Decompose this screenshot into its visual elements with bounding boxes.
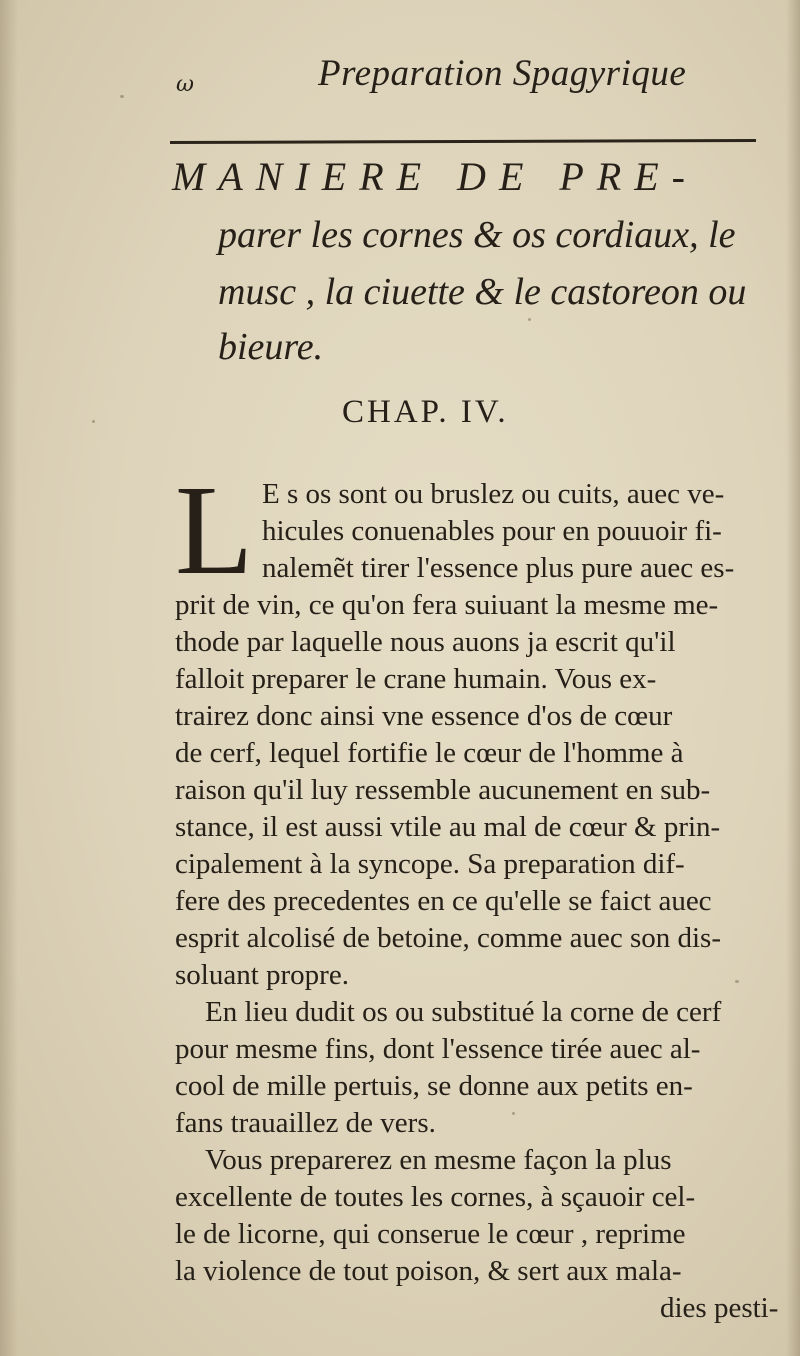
body-line-13: esprit alcolisé de betoine, comme auec son dis- — [175, 922, 721, 954]
body-line-21: le de licorne, qui conserue le cœur , reprime — [175, 1218, 686, 1250]
body-line-12: fere des precedentes en ce qu'elle se faict auec — [175, 885, 712, 917]
section-title-line-4: bieure. — [218, 326, 324, 368]
body-line-7: trairez donc ainsi vne essence d'os de cœur — [175, 700, 673, 732]
body-line-22: la violence de tout poison, & sert aux mala- — [175, 1255, 682, 1287]
body-line-3: nalemẽt tirer l'essence plus pure auec es- — [262, 552, 735, 584]
paper-speck — [92, 420, 95, 423]
section-title-line-3: musc , la ciuette & le castoreon ou — [218, 271, 747, 313]
body-line-17: cool de mille pertuis, se donne aux petits en- — [175, 1070, 693, 1102]
header-rule — [170, 139, 756, 144]
page-gutter-shadow — [0, 0, 18, 1356]
body-line-6: falloit preparer le crane humain. Vous ex- — [175, 663, 657, 695]
paper-speck — [512, 1112, 515, 1115]
paper-speck — [120, 95, 124, 98]
section-title-line-1: MANIERE DE PRE- — [172, 154, 698, 199]
body-line-5: thode par laquelle nous auons ja escrit qu'il — [175, 626, 676, 658]
body-line-18: fans trauaillez de vers. — [175, 1107, 436, 1139]
body-line-1: E s os sont ou bruslez ou cuits, auec ve- — [262, 478, 725, 510]
body-line-14: soluant propre. — [175, 959, 349, 991]
paper-speck — [528, 318, 531, 321]
running-head: Preparation Spagyrique — [318, 53, 687, 94]
body-line-19: Vous preparerez en mesme façon la plus — [205, 1144, 672, 1176]
body-line-20: excellente de toutes les cornes, à sçauoir cel- — [175, 1181, 696, 1213]
catchword: dies pesti- — [660, 1292, 779, 1324]
page-edge-shadow — [786, 0, 800, 1356]
body-line-16: pour mesme fins, dont l'essence tirée auec al- — [175, 1033, 701, 1065]
body-line-8: de cerf, lequel fortifie le cœur de l'homme à — [175, 737, 684, 769]
body-line-10: stance, il est aussi vtile au mal de cœur & prin- — [175, 811, 721, 843]
paper-speck — [735, 980, 739, 983]
page-number: ω — [176, 72, 194, 97]
body-line-11: cipalement à la syncope. Sa preparation dif- — [175, 848, 685, 880]
chapter-heading: CHAP. IV. — [342, 394, 509, 430]
body-line-15: En lieu dudit os ou substitué la corne de cerf — [205, 996, 722, 1028]
drop-cap-letter: L — [175, 459, 254, 601]
body-line-9: raison qu'il luy ressemble aucunement en sub- — [175, 774, 711, 806]
section-title-line-2: parer les cornes & os cordiaux, le — [218, 214, 736, 256]
body-line-2: hicules conuenables pour en pouuoir fi- — [262, 515, 722, 547]
body-line-4: prit de vin, ce qu'on fera suiuant la mesme me- — [175, 589, 719, 621]
